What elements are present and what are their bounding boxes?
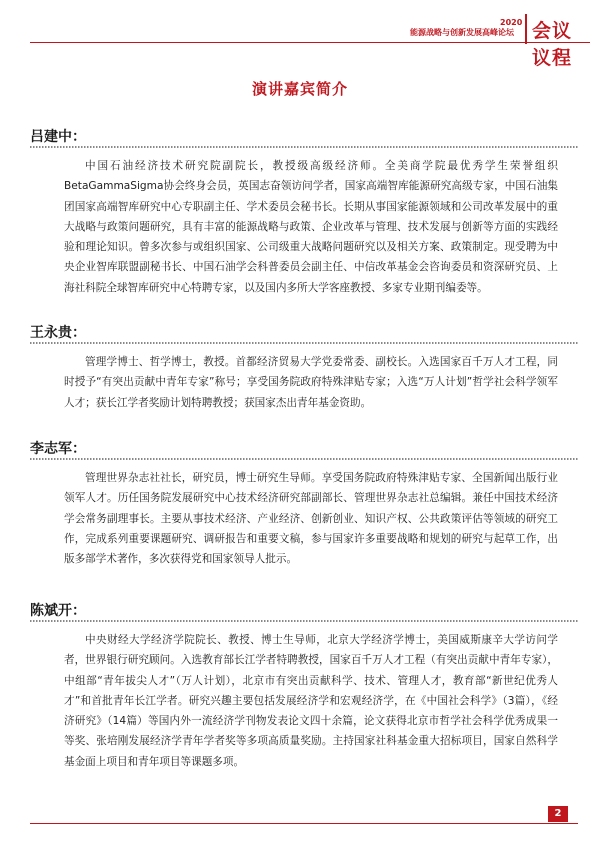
speaker-divider (30, 458, 578, 460)
speaker-divider (30, 146, 578, 148)
speaker-section (30, 600, 578, 772)
speaker-name: 陈斌开： (30, 603, 86, 619)
footer-rule (30, 823, 578, 824)
speaker-name: 吕建中： (30, 129, 86, 145)
page-title: 演讲嘉宾简介 (251, 80, 348, 98)
speaker-section (30, 322, 578, 413)
header-rule (30, 42, 590, 43)
page-number: 2 (548, 806, 568, 822)
speaker-section (30, 126, 578, 298)
speaker-divider (30, 342, 578, 344)
speaker-divider (30, 620, 578, 622)
page-header (30, 10, 590, 69)
speaker-bio: 中国石油经济技术研究院副院长，教授级高级经济师。全美商学院最优秀学生荣誉组织BetaGammaSigma协会终身会员，英国志奋领访问学者，国家高端智库能源研究高级专家，中国石油集团国家高端智库研究中心专职副主任、学术委员会秘书长。长期从事国家能源领域和公司改革发展中的重大战略与政策问题研究，具有丰富的能源战略与政策、企业改革与管理、技术发展与创新等方面的实践经验和理论知识。曾多次参与或组织国家、公司级重大战略问题研究以及相关方案、政策制定。现受聘为中央企业智库联盟副秘书长、中国石油学会科普委员会副主任、中信改革基金会咨询委员和资深研究员、上海社科院全球智库研究中心特聘专家，以及国内多所大学客座教授、多家专业期刊编委等。 (64, 160, 558, 294)
speaker-section (30, 438, 578, 569)
header-subtitle: 能源战略与创新发展高峰论坛 (410, 28, 514, 37)
header-title: 会议议程 (532, 20, 573, 69)
speaker-bio: 管理学博士、哲学博士，教授。首都经济贸易大学党委常委、副校长。入选国家百千万人才工程，同时授予“有突出贡献中青年专家”称号；享受国务院政府特殊津贴专家；入选“万人计划”哲学社会科学领军人才；获长江学者奖励计划特聘教授；获国家杰出青年基金资助。 (64, 356, 558, 409)
speaker-bio: 中央财经大学经济学院院长、教授、博士生导师，北京大学经济学博士，美国威斯康辛大学访问学者，世界银行研究顾问。入选教育部长江学者特聘教授，国家百千万人才工程（有突出贡献中青年专家），中组部“青年拔尖人才”（万人计划），北京市有突出贡献科学、技术、管理人才，教育部“新世纪优秀人才”和首批青年长江学者。研究兴趣主要包括发展经济学和宏观经济学，在《中国社会科学》（3篇），《经济研究》（14篇）等国内外一流经济学刊物发表论文四十余篇，论文获得北京市哲学社会科学优秀成果一等奖、张培刚发展经济学青年学者奖等多项高质量奖励。主持国家社科基金重大招标项目，国家自然科学基金面上项目和青年项目等课题多项。 (64, 634, 558, 768)
speaker-name: 王永贵： (30, 325, 86, 341)
speaker-bio: 管理世界杂志社社长，研究员，博士研究生导师。享受国务院政府特殊津贴专家、全国新闻出版行业领军人才。历任国务院发展研究中心技术经济研究部副部长、管理世界杂志社总编辑。兼任中国技术经济学会常务副理事长。主要从事技术经济、产业经济、创新创业、知识产权、公共政策评估等领域的研究工作，完成系列重要课题研究、调研报告和重要文稿，参与国家许多重要战略和规划的研究与起草工作，出版多部学术著作，多次获得党和国家领导人批示。 (64, 472, 558, 566)
header-divider (525, 14, 527, 44)
header-year: 2020 (500, 18, 523, 27)
speaker-name: 李志军： (30, 441, 86, 457)
